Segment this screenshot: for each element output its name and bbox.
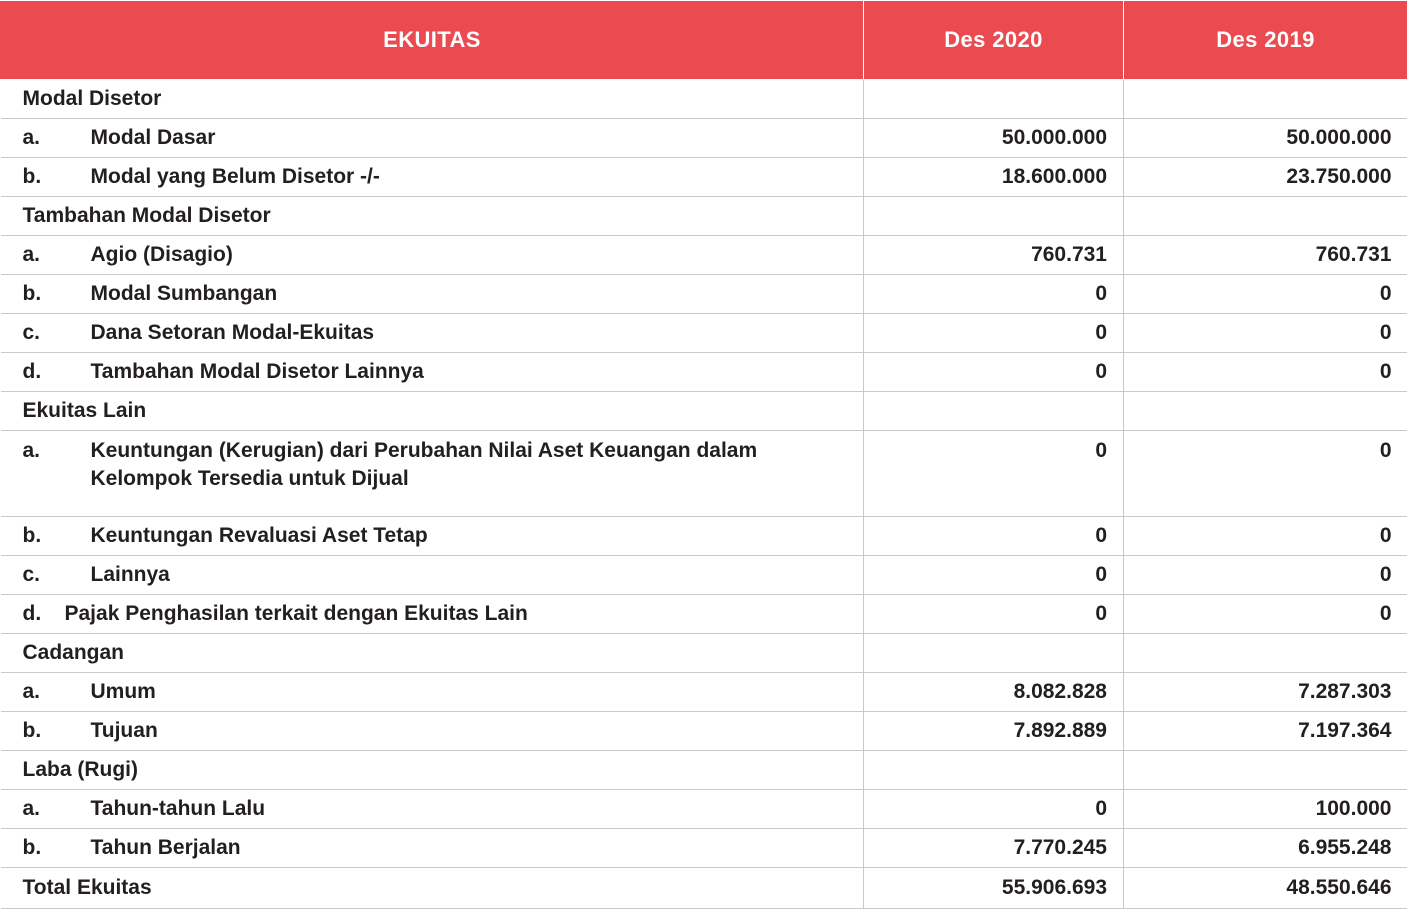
row-marker: a. [22, 797, 41, 821]
table-row [1, 751, 1407, 790]
row-section-label [1, 751, 864, 790]
row-label-text: Pajak Penghasilan terkait dengan Ekuitas Lain [64, 602, 528, 626]
table-row [1, 80, 1407, 119]
row-item-label [1, 314, 864, 353]
table-row [1, 119, 1407, 158]
row-value-des-2019: 48.550.646 [1124, 868, 1407, 909]
row-item-label [1, 556, 864, 595]
row-label-text: Modal yang Belum Disetor -/- [90, 165, 380, 189]
row-label-text: Tahun Berjalan [90, 836, 241, 860]
table-row [1, 392, 1407, 431]
row-marker: d. [22, 602, 42, 626]
row-value-des-2020: 0 [864, 353, 1124, 392]
row-value-des-2019: 7.287.303 [1124, 673, 1407, 712]
row-label-text: Total Ekuitas [22, 876, 152, 900]
row-value-des-2019 [1124, 197, 1407, 236]
row-item-label [1, 158, 864, 197]
row-value-des-2019: 50.000.000 [1124, 119, 1407, 158]
table-row [1, 595, 1407, 634]
row-label-text: Agio (Disagio) [90, 243, 233, 267]
table-row [1, 517, 1407, 556]
row-total-label [1, 868, 864, 909]
row-label-text: Keuntungan Revaluasi Aset Tetap [90, 524, 428, 548]
table-row [1, 868, 1407, 909]
row-value-des-2020: 7.892.889 [864, 712, 1124, 751]
row-section-label [1, 392, 864, 431]
table-row [1, 197, 1407, 236]
row-item-label [1, 595, 864, 634]
row-marker: b. [22, 524, 42, 548]
row-value-des-2020: 0 [864, 595, 1124, 634]
row-item-label [1, 119, 864, 158]
table-row [1, 353, 1407, 392]
row-label-text: Tujuan [90, 719, 158, 743]
row-value-des-2020 [864, 392, 1124, 431]
row-value-des-2020: 0 [864, 275, 1124, 314]
row-value-des-2019: 100.000 [1124, 790, 1407, 829]
row-value-des-2020: 0 [864, 790, 1124, 829]
row-section-label [1, 634, 864, 673]
row-label-text: Tambahan Modal Disetor Lainnya [90, 360, 424, 384]
row-label-text: Tambahan Modal Disetor [22, 204, 271, 228]
row-item-label [1, 236, 864, 275]
table-row [1, 790, 1407, 829]
row-marker: b. [22, 836, 42, 860]
row-value-des-2019: 0 [1124, 431, 1407, 517]
row-label-text: Umum [90, 680, 156, 704]
row-marker: b. [22, 719, 42, 743]
row-marker: b. [22, 165, 42, 189]
row-item-label [1, 712, 864, 751]
row-value-des-2019: 6.955.248 [1124, 829, 1407, 868]
row-label-text: Lainnya [90, 563, 170, 587]
row-section-label [1, 197, 864, 236]
row-value-des-2020 [864, 634, 1124, 673]
row-value-des-2020: 0 [864, 517, 1124, 556]
row-marker: a. [22, 439, 41, 462]
row-label-text: Cadangan [22, 641, 125, 665]
row-label-text: Laba (Rugi) [22, 758, 138, 782]
table-header [1, 1, 1407, 80]
row-value-des-2019: 7.197.364 [1124, 712, 1407, 751]
row-label-text: Tahun-tahun Lalu [90, 797, 266, 821]
row-value-des-2020: 50.000.000 [864, 119, 1124, 158]
row-marker: a. [22, 243, 41, 267]
column-header-equity: EKUITAS [1, 1, 864, 80]
table-row [1, 673, 1407, 712]
row-item-label [1, 829, 864, 868]
row-item-label [1, 517, 864, 556]
row-label-text: Modal Disetor [22, 87, 162, 111]
row-label-text: Ekuitas Lain [22, 399, 147, 423]
table-row [1, 829, 1407, 868]
row-value-des-2020: 18.600.000 [864, 158, 1124, 197]
table-row [1, 314, 1407, 353]
row-value-des-2019: 0 [1124, 353, 1407, 392]
column-header-des-2020: Des 2020 [864, 1, 1124, 80]
row-marker: a. [22, 126, 41, 150]
row-value-des-2020: 8.082.828 [864, 673, 1124, 712]
row-item-label [1, 673, 864, 712]
row-value-des-2019: 0 [1124, 314, 1407, 353]
row-value-des-2019: 23.750.000 [1124, 158, 1407, 197]
row-value-des-2019: 0 [1124, 517, 1407, 556]
row-value-des-2019: 0 [1124, 556, 1407, 595]
table-row [1, 634, 1407, 673]
row-value-des-2019 [1124, 392, 1407, 431]
row-marker: b. [22, 282, 42, 306]
row-value-des-2019 [1124, 80, 1407, 119]
row-value-des-2020 [864, 80, 1124, 119]
row-value-des-2019 [1124, 751, 1407, 790]
header-row [1, 1, 1407, 80]
row-label-text: Dana Setoran Modal-Ekuitas [90, 321, 375, 345]
row-label-text: Modal Sumbangan [90, 282, 278, 306]
row-label-text: Modal Dasar [90, 126, 216, 150]
row-value-des-2019: 0 [1124, 595, 1407, 634]
row-item-label [1, 790, 864, 829]
row-value-des-2020 [864, 751, 1124, 790]
row-marker: c. [22, 321, 41, 345]
row-value-des-2020: 7.770.245 [864, 829, 1124, 868]
row-marker: d. [22, 360, 42, 384]
row-marker: a. [22, 680, 41, 704]
row-value-des-2019 [1124, 634, 1407, 673]
table-row [1, 275, 1407, 314]
row-label-text: Keuntungan (Kerugian) dari Perubahan Nilai Aset Keuangan dalam Kelompok Tersedia untuk Dijual [90, 439, 758, 490]
table-row [1, 158, 1407, 197]
row-value-des-2020: 0 [864, 556, 1124, 595]
table-row [1, 431, 1407, 517]
row-value-des-2020: 0 [864, 314, 1124, 353]
row-value-des-2019: 0 [1124, 275, 1407, 314]
table-row [1, 556, 1407, 595]
row-value-des-2020: 55.906.693 [864, 868, 1124, 909]
row-marker: c. [22, 563, 41, 587]
table-row [1, 712, 1407, 751]
row-item-label [1, 275, 864, 314]
row-value-des-2020 [864, 197, 1124, 236]
row-value-des-2020: 760.731 [864, 236, 1124, 275]
row-section-label [1, 80, 864, 119]
row-item-label [1, 353, 864, 392]
row-value-des-2019: 760.731 [1124, 236, 1407, 275]
row-item-label [1, 431, 864, 517]
row-value-des-2020: 0 [864, 431, 1124, 517]
table-body [1, 80, 1407, 909]
column-header-des-2019: Des 2019 [1124, 1, 1407, 80]
table-row [1, 236, 1407, 275]
